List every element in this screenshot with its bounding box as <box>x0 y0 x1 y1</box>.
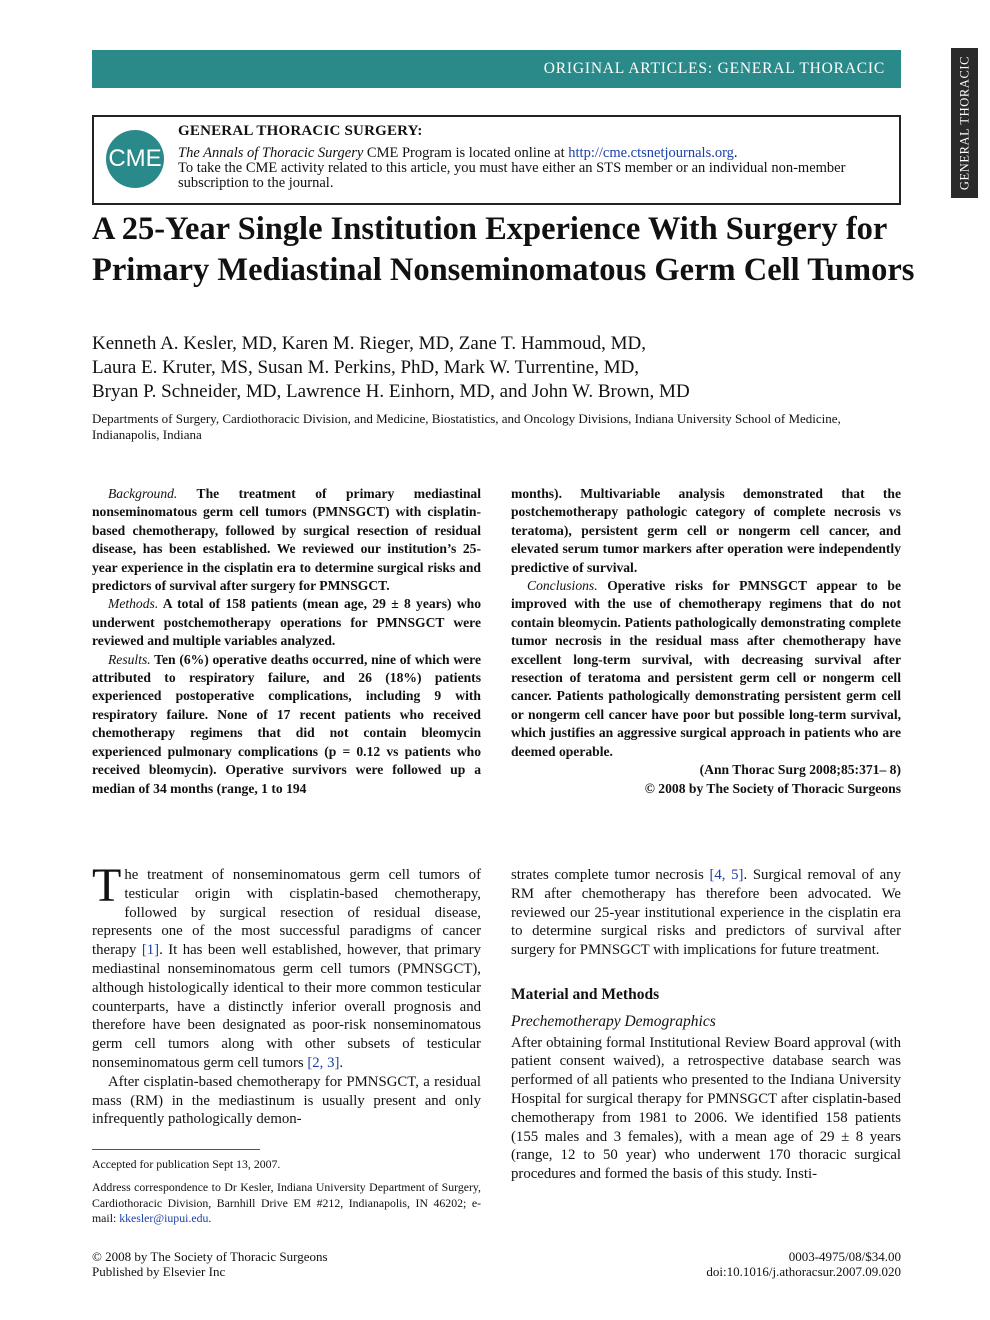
section-banner <box>92 50 901 88</box>
cme-journal: The Annals of Thoracic Surgery <box>178 145 364 161</box>
paragraph: strates complete tumor necrosis <box>511 867 704 883</box>
correspondence-note <box>92 1180 481 1227</box>
cme-line1: CME Program is located online at <box>366 145 565 161</box>
author-line: Laura E. Kruter, MS, Susan M. Perkins, PhD, Mark W. Turrentine, MD, <box>92 357 640 378</box>
conclusions-text: Operative risks for PMNSGCT appear to be improved with the use of chemotherapy regimens that do not contain bleomycin. Patients pathologically demonstrating complete tumor necrosis in the residual mass after chemotherapy have excellent long-term survival, with decreasing survival after resection of teratoma and persistent germ cell or nongerm cell cancer. Patients pathologically demonstrating persistent germ cell or nongerm cell cancer have poor but possible long-term survival, which justifies an aggressive surgical approach in patients who are deemed operable. <box>511 578 901 759</box>
journal-citation: (Ann Thorac Surg 2008;85:371– 8) <box>699 762 901 778</box>
footnote-divider <box>92 1149 260 1150</box>
footer-issn: 0003-4975/08/$34.00 <box>788 1249 901 1264</box>
citation-link[interactable]: [1] <box>141 942 160 959</box>
abstract-copyright: © 2008 by The Society of Thoracic Surgeons <box>644 780 901 796</box>
subsection-heading: Prechemotherapy Demographics <box>511 1012 716 1030</box>
conclusions-label: Conclusions. <box>527 578 598 594</box>
cme-text: The Annals of Thoracic Surgery CME Program is located online at http://cme.ctsnetjournals.org. To take the CME activity related to this article, you must have either an STS member or an individual non-member subscription to the journal. <box>178 145 846 191</box>
intro-text: he treatment of nonseminomatous germ cell tumors of testicular origin with cisplatin-based chemotherapy, followed by surgical resection of residual disease, represents one of the most successful paradigms of cancer therapy <box>92 867 481 959</box>
results-text: Ten (6%) operative deaths occurred, nine of which were attributed to respiratory failure, and 26 (18%) patients experienced postoperative complications, including 9 with respiratory failure. None of 17 recent patients who received chemotherapy regimens that did not contain bleomycin experienced pulmonary complications (p = 0.12 vs patients who received bleomycin). Operative survivors were followed up a median of 34 months (range, 1 to 194 <box>92 651 481 796</box>
author-line: Bryan P. Schneider, MD, Lawrence H. Einhorn, MD, and John W. Brown, MD <box>92 381 690 402</box>
side-tab-text: GENERAL THORACIC <box>957 55 971 191</box>
paragraph: After cisplatin-based chemotherapy for PMNSGCT, a residual mass (RM) in the mediastinum is usually present and only infrequently pathologically demon- <box>92 1073 481 1128</box>
author-line: Kenneth A. Kesler, MD, Karen M. Rieger, MD, Zane T. Hammoud, MD, <box>92 333 646 354</box>
paragraph: After obtaining formal Institutional Review Board approval (with patient consent waived), a retrospective database search was performed of all patients who presented to the Indiana University Hospital for surgical therapy for PMNSGCT after cisplatin-based chemotherapy from 1981 to 2006. We identified 158 patients (155 males and 3 females), with a mean age of 29 ± 8 years (range, 12 to 50 year) who underwent 170 thoracic surgical procedures and formed the basis of this study. Insti- <box>511 1034 901 1183</box>
period: . <box>208 1211 212 1225</box>
footer-publisher: Published by Elsevier Inc <box>92 1264 226 1279</box>
body-right-column <box>511 866 901 1184</box>
methods-text: A total of 158 patients (mean age, 29 ± 8 years) who underwent postchemotherapy operations for PMNSGCT were reviewed and multiple variables analyzed. <box>92 596 481 649</box>
intro-text-cont: . It has been well established, however, that primary mediastinal nonseminomatous germ cell tumors (PMNSGCT), although histologically identical to their more common testicular counterparts, have a distinctly inferior overall prognosis and therefore have been designated as poor-risk nonseminomatous germ cell tumors along with other subsets of testicular nonseminomatous germ cell tumors <box>92 942 481 1071</box>
email-link[interactable]: kkesler@iupui.edu <box>119 1211 209 1225</box>
cme-heading: GENERAL THORACIC SURGERY: <box>178 123 423 139</box>
citation-link[interactable]: [2, 3] <box>307 1054 340 1071</box>
correspondence-text: Address correspondence to Dr Kesler, Indiana University Department of Surgery, Cardiothoracic Division, Barnhill Drive EM #212, Indianapolis, IN 46202; e-mail: <box>92 1180 481 1225</box>
methods-label: Methods. <box>108 596 159 612</box>
footer-copyright: © 2008 by The Society of Thoracic Surgeons <box>92 1249 328 1264</box>
accepted-note: Accepted for publication Sept 13, 2007. <box>92 1157 281 1171</box>
drop-cap: T <box>92 859 122 912</box>
section-heading: Material and Methods <box>511 985 660 1003</box>
article-title: A 25-Year Single Institution Experience With Surgery for Primary Mediastinal Nonseminomatous Germ Cell Tumors <box>92 211 915 288</box>
side-tab <box>951 48 978 198</box>
body-left-column <box>92 859 481 1129</box>
author-list <box>92 332 912 404</box>
cme-link[interactable]: http://cme.ctsnetjournals.org <box>568 145 734 161</box>
abstract-left-column <box>92 485 481 798</box>
results-continued: months). Multivariable analysis demonstrated that the postchemotherapy pathologic category of complete necrosis vs teratoma), persistent germ cell or nongerm cell cancer, and elevated serum tumor markers after operation were independently predictive of survival. <box>511 486 901 575</box>
affiliation: Departments of Surgery, Cardiothoracic Division, and Medicine, Biostatistics, and Oncology Divisions, Indiana University School of Medicine, Indianapolis, Indiana <box>92 411 841 442</box>
citation-link[interactable]: [4, 5] <box>709 867 744 883</box>
cme-line2: To take the CME activity related to this article, you must have either an STS member or an individual non-member subscription to the journal. <box>178 160 846 191</box>
cme-logo: CME <box>106 130 164 188</box>
background-text: The treatment of primary mediastinal nonseminomatous germ cell tumors (PMNSGCT) with cisplatin-based chemotherapy, followed by surgical resection of residual disease, has been established. We reviewed our institution’s 25-year experience in the cisplatin era to determine surgical risks and predictors of survival after surgery for PMNSGCT. <box>92 486 481 594</box>
period: . <box>339 1054 344 1071</box>
background-label: Background. <box>108 486 178 501</box>
paragraph-cont: . Surgical removal of any RM after chemotherapy has therefore been advocated. We reviewed our 25-year institutional experience in the cisplatin era to determine surgical risks and predictors of survival after surgery for PMNSGCT with implications for future treatment. <box>511 867 901 959</box>
banner-text: ORIGINAL ARTICLES: GENERAL THORACIC <box>543 60 885 77</box>
abstract-right-column <box>511 485 901 798</box>
footer-left <box>92 1249 328 1279</box>
footer-right <box>706 1249 901 1279</box>
results-label: Results. <box>108 651 151 667</box>
footer-doi: doi:10.1016/j.athoracsur.2007.09.020 <box>706 1264 901 1279</box>
